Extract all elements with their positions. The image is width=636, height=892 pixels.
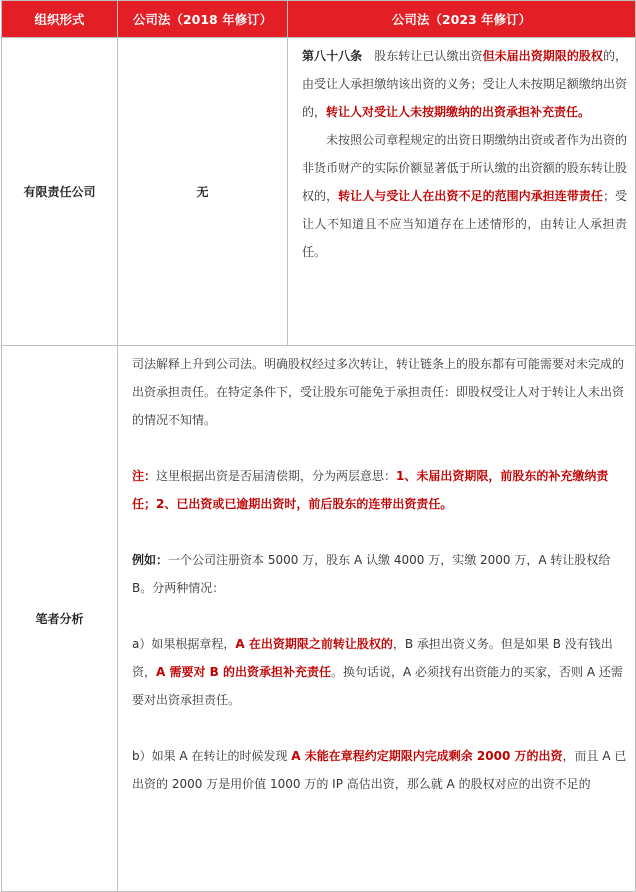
table-row-llc [2,38,636,346]
header-law-2023: 公司法（2023 年修订） [288,1,636,38]
law-comparison-table [1,0,636,892]
article-number: 第八十八条 [302,49,363,63]
header-organization-form: 组织形式 [2,1,118,38]
row-label-llc: 有限责任公司 [2,38,118,346]
highlight-text: A 未能在章程约定期限内完成剩余 2000 万的出资 [291,749,563,763]
table-header-row [2,1,636,38]
case-a-paragraph: a）如果根据章程，A 在出资期限之前转让股权的，B 承担出资义务。但是如果 B 没有钱出资，A 需要对 B 的出资承担补充责任。换句话说，A 必须找有出资能力的买家，否则 A 还需要对出资承担责任。 [132,637,623,707]
highlight-text: 但未届出资期限的股权 [482,49,603,63]
case-b-paragraph: b）如果 A 在转让的时候发现 A 未能在章程约定期限内完成剩余 2000 万的出资，而且 A 已出资的 2000 万是用价值 1000 万的 IP 高估出资，那么就 A 的股权对应的出资不足的 [132,749,627,791]
header-law-2018: 公司法（2018 年修订） [118,1,288,38]
analysis-cell [118,346,636,892]
highlight-text: 转让人对受让人未按期缴纳的出资承担补充责任。 [326,105,591,119]
law-2018-cell: 无 [118,38,288,346]
highlight-text: A 在出资期限之前转让股权的 [235,637,393,651]
note-paragraph: 注：这里根据出资是否届清偿期，分为两层意思：1、未届出资期限，前股东的补充缴纳责任；2、已出资或已逾期出资时，前后股东的连带出资责任。 [132,469,609,511]
article-88-paragraph-1: 第八十八条 股东转让已认缴出资但未届出资期限的股权的，由受让人承担缴纳该出资的义务；受让人未按期足额缴纳出资的，转让人对受让人未按期缴纳的出资承担补充责任。 [302,49,627,119]
law-2023-cell [288,38,636,346]
highlight-text: 1、未届出资期限，前股东的补充缴纳责任；2、已出资或已逾期出资时，前后股东的连带出资责任。 [132,469,609,511]
example-paragraph: 例如：一个公司注册资本 5000 万，股东 A 认缴 4000 万，实缴 2000 万，A 转让股权给 B。分两种情况： [132,553,611,595]
highlight-text: 转让人与受让人在出资不足的范围内承担连带责任 [338,189,603,203]
highlight-text: A 需要对 B 的出资承担补充责任 [156,665,331,679]
analysis-paragraph: 司法解释上升到公司法。明确股权经过多次转让，转让链条上的股东都有可能需要对未完成的出资承担责任。在特定条件下，受让股东可能免于承担责任：即股权受让人对于转让人未出资的情况不知情。 [132,357,625,427]
article-88-paragraph-2: 未按照公司章程规定的出资日期缴纳出资或者作为出资的非货币财产的实际价额显著低于所认缴的出资额的股东转让股权的，转让人与受让人在出资不足的范围内承担连带责任；受让人不知道且不应当知道存在上述情形的，由转让人承担责任。 [302,133,627,259]
row-label-analysis: 笔者分析 [2,346,118,892]
table-row-analysis [2,346,636,892]
